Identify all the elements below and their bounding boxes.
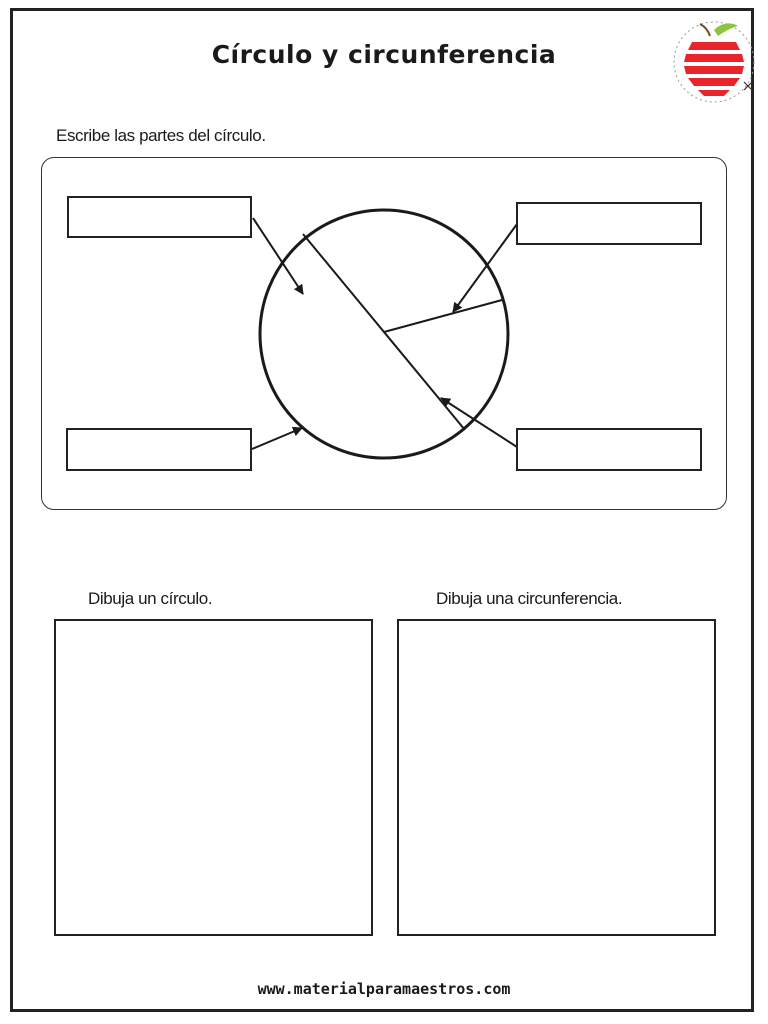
- radius-line: [384, 300, 502, 332]
- arrow-to-diameter: [441, 398, 517, 447]
- footer-url[interactable]: www.materialparamaestros.com: [257, 980, 511, 998]
- answer-box-top-right[interactable]: [516, 202, 702, 245]
- instruction-parts: Escribe las partes del círculo.: [56, 126, 266, 145]
- circle-shape: [260, 210, 508, 458]
- answer-box-bottom-right[interactable]: [516, 428, 702, 471]
- page-title: Círculo y circunferencia: [211, 40, 557, 69]
- draw-circle-box[interactable]: [54, 619, 373, 936]
- arrow-to-circle-area: [253, 218, 303, 294]
- answer-box-bottom-left[interactable]: [66, 428, 252, 471]
- instruction-draw-circle: Dibuja un círculo.: [88, 589, 213, 608]
- answer-box-top-left[interactable]: [67, 196, 252, 238]
- instruction-draw-circumference: Dibuja una circunferencia.: [436, 589, 623, 608]
- draw-circumference-box[interactable]: [397, 619, 716, 936]
- arrow-to-circumference: [252, 428, 302, 449]
